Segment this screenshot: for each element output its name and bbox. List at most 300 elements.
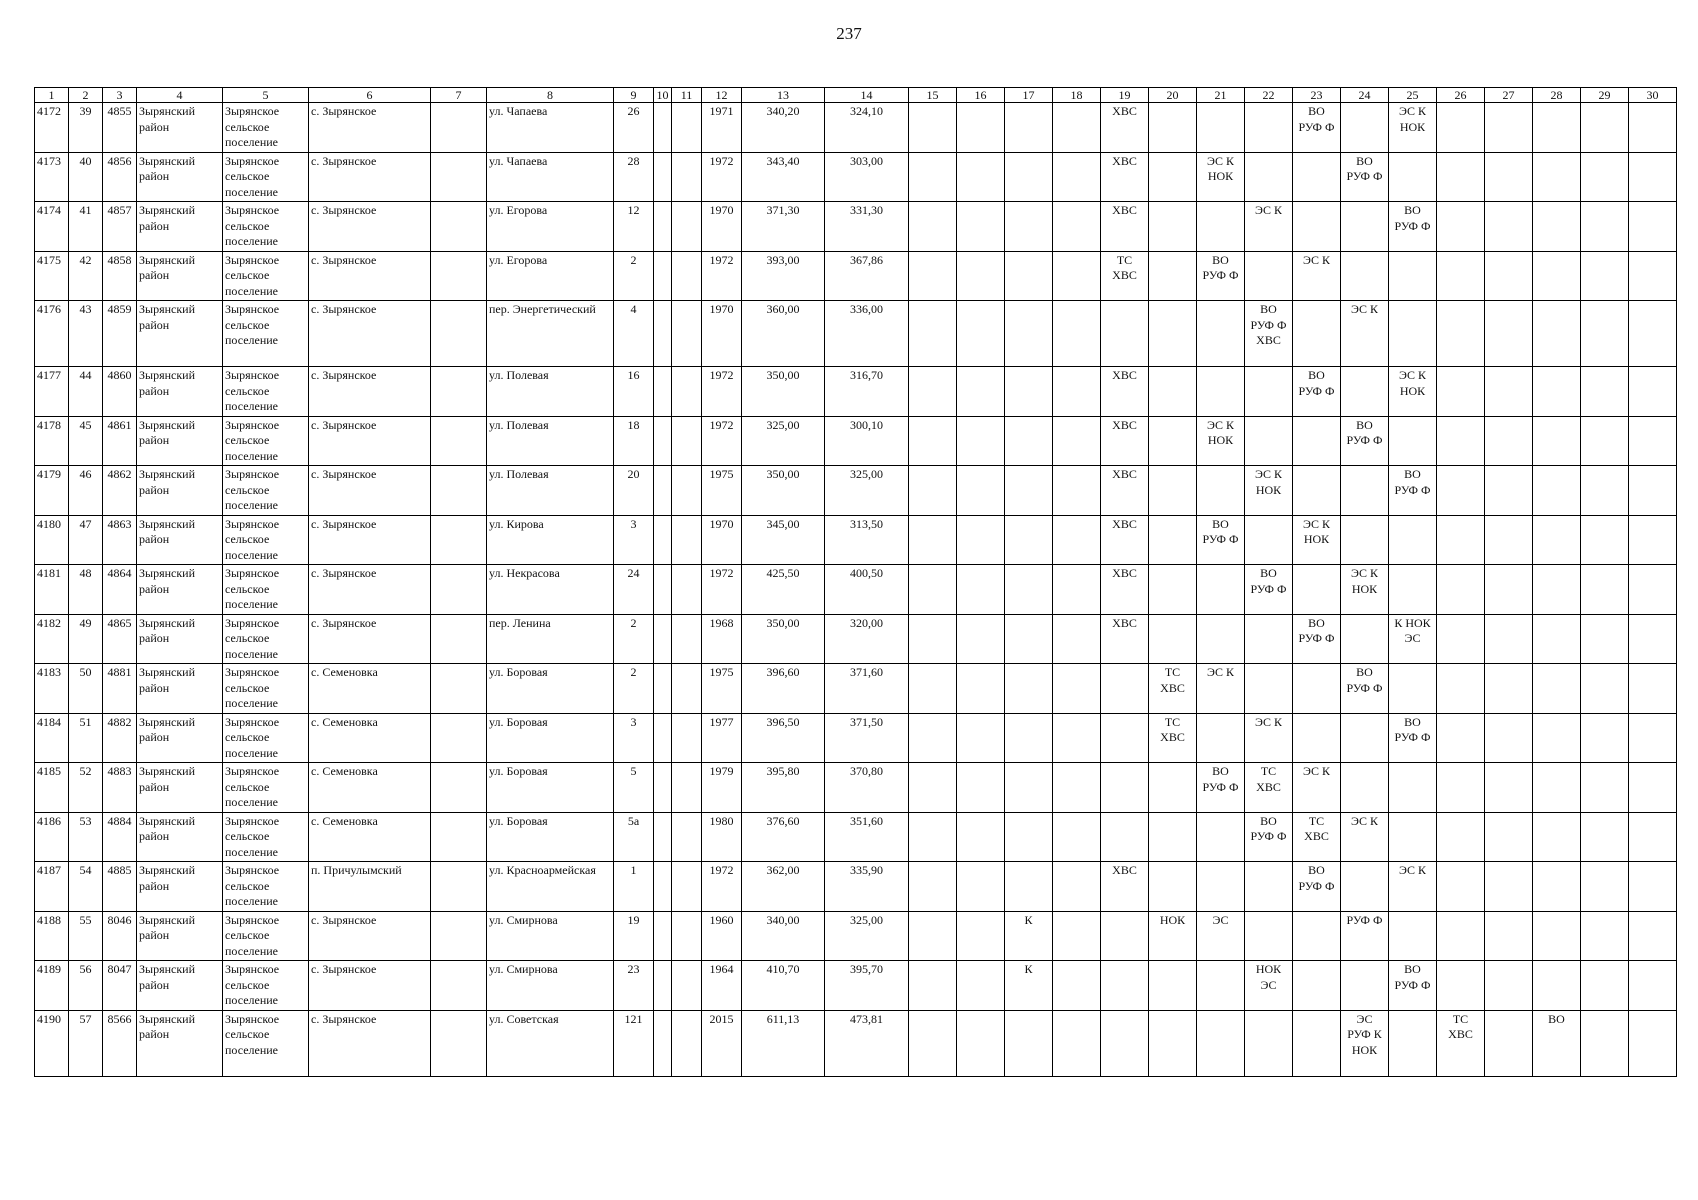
cell-col-4: Зырянский район (137, 911, 223, 961)
cell-col-24 (1341, 862, 1389, 912)
cell-col-19 (1101, 301, 1149, 367)
cell-col-4: Зырянский район (137, 416, 223, 466)
cell-col-24: ЭС К (1341, 301, 1389, 367)
cell-col-20 (1149, 1010, 1197, 1076)
cell-col-28 (1533, 614, 1581, 664)
cell-col-1: 4172 (35, 103, 69, 153)
cell-col-13: 371,30 (742, 202, 825, 252)
cell-col-24 (1341, 251, 1389, 301)
cell-col-16 (957, 763, 1005, 813)
cell-col-21 (1197, 1010, 1245, 1076)
cell-col-22 (1245, 103, 1293, 153)
cell-col-9: 5 (614, 763, 654, 813)
cell-col-25: ЭС К (1389, 862, 1437, 912)
cell-col-16 (957, 251, 1005, 301)
cell-col-10 (654, 202, 672, 252)
cell-col-25: ВО РУФ Ф (1389, 961, 1437, 1011)
cell-col-14: 324,10 (825, 103, 909, 153)
cell-col-29 (1581, 565, 1629, 615)
cell-col-20 (1149, 961, 1197, 1011)
cell-col-24 (1341, 515, 1389, 565)
cell-col-13: 425,50 (742, 565, 825, 615)
cell-col-15 (909, 301, 957, 367)
cell-col-14: 371,60 (825, 664, 909, 714)
cell-col-30 (1629, 911, 1677, 961)
cell-col-22 (1245, 416, 1293, 466)
cell-col-4: Зырянский район (137, 763, 223, 813)
cell-col-5: Зырянское сельское поселение (223, 515, 309, 565)
cell-col-18 (1053, 763, 1101, 813)
cell-col-22 (1245, 664, 1293, 714)
cell-col-10 (654, 301, 672, 367)
cell-col-15 (909, 565, 957, 615)
cell-col-9: 121 (614, 1010, 654, 1076)
cell-col-12: 1972 (702, 565, 742, 615)
cell-col-11 (672, 911, 702, 961)
cell-col-22 (1245, 251, 1293, 301)
cell-col-28 (1533, 103, 1581, 153)
table-header (35, 88, 1677, 103)
cell-col-2: 56 (69, 961, 103, 1011)
cell-col-16 (957, 416, 1005, 466)
cell-col-26 (1437, 763, 1485, 813)
cell-col-20 (1149, 416, 1197, 466)
table-row (35, 911, 1677, 961)
cell-col-12: 1972 (702, 416, 742, 466)
cell-col-10 (654, 961, 672, 1011)
cell-col-8: пер. Ленина (487, 614, 614, 664)
cell-col-14: 316,70 (825, 367, 909, 417)
cell-col-8: ул. Чапаева (487, 103, 614, 153)
cell-col-7 (431, 961, 487, 1011)
cell-col-23: ЭС К (1293, 251, 1341, 301)
cell-col-28 (1533, 862, 1581, 912)
cell-col-18 (1053, 565, 1101, 615)
cell-col-30 (1629, 1010, 1677, 1076)
cell-col-18 (1053, 614, 1101, 664)
cell-col-20: ТС ХВС (1149, 713, 1197, 763)
cell-col-6: с. Семеновка (309, 812, 431, 862)
cell-col-4: Зырянский район (137, 251, 223, 301)
cell-col-4: Зырянский район (137, 862, 223, 912)
column-header-16: 16 (957, 88, 1005, 103)
column-header-21: 21 (1197, 88, 1245, 103)
cell-col-22 (1245, 911, 1293, 961)
cell-col-13: 395,80 (742, 763, 825, 813)
column-header-19: 19 (1101, 88, 1149, 103)
column-header-17: 17 (1005, 88, 1053, 103)
column-header-26: 26 (1437, 88, 1485, 103)
cell-col-6: с. Зырянское (309, 515, 431, 565)
cell-col-17 (1005, 862, 1053, 912)
cell-col-10 (654, 911, 672, 961)
cell-col-25 (1389, 763, 1437, 813)
cell-col-12: 1970 (702, 301, 742, 367)
cell-col-9: 16 (614, 367, 654, 417)
cell-col-29 (1581, 152, 1629, 202)
table-row (35, 812, 1677, 862)
cell-col-19 (1101, 1010, 1149, 1076)
cell-col-14: 367,86 (825, 251, 909, 301)
cell-col-7 (431, 466, 487, 516)
cell-col-7 (431, 367, 487, 417)
cell-col-18 (1053, 911, 1101, 961)
cell-col-3: 4884 (103, 812, 137, 862)
cell-col-17 (1005, 763, 1053, 813)
cell-col-13: 343,40 (742, 152, 825, 202)
cell-col-6: с. Зырянское (309, 416, 431, 466)
cell-col-30 (1629, 301, 1677, 367)
cell-col-21: ВО РУФ Ф (1197, 515, 1245, 565)
cell-col-13: 362,00 (742, 862, 825, 912)
cell-col-11 (672, 202, 702, 252)
cell-col-7 (431, 416, 487, 466)
cell-col-3: 4864 (103, 565, 137, 615)
cell-col-20 (1149, 862, 1197, 912)
cell-col-29 (1581, 713, 1629, 763)
cell-col-18 (1053, 466, 1101, 516)
cell-col-18 (1053, 202, 1101, 252)
cell-col-25 (1389, 1010, 1437, 1076)
cell-col-6: с. Зырянское (309, 152, 431, 202)
cell-col-28 (1533, 367, 1581, 417)
cell-col-11 (672, 763, 702, 813)
cell-col-14: 336,00 (825, 301, 909, 367)
cell-col-28 (1533, 911, 1581, 961)
cell-col-4: Зырянский район (137, 565, 223, 615)
cell-col-25: ЭС К НОК (1389, 367, 1437, 417)
cell-col-21: ЭС К (1197, 664, 1245, 714)
cell-col-11 (672, 614, 702, 664)
cell-col-27 (1485, 664, 1533, 714)
cell-col-2: 43 (69, 301, 103, 367)
cell-col-5: Зырянское сельское поселение (223, 713, 309, 763)
cell-col-30 (1629, 152, 1677, 202)
cell-col-9: 3 (614, 713, 654, 763)
cell-col-20 (1149, 367, 1197, 417)
cell-col-10 (654, 416, 672, 466)
cell-col-9: 18 (614, 416, 654, 466)
column-header-2: 2 (69, 88, 103, 103)
cell-col-30 (1629, 763, 1677, 813)
cell-col-9: 2 (614, 664, 654, 714)
cell-col-24: ЭС К (1341, 812, 1389, 862)
cell-col-19: ХВС (1101, 152, 1149, 202)
cell-col-16 (957, 812, 1005, 862)
cell-col-19 (1101, 961, 1149, 1011)
cell-col-3: 4860 (103, 367, 137, 417)
table-row (35, 367, 1677, 417)
cell-col-8: ул. Кирова (487, 515, 614, 565)
cell-col-2: 44 (69, 367, 103, 417)
cell-col-27 (1485, 862, 1533, 912)
cell-col-2: 57 (69, 1010, 103, 1076)
cell-col-15 (909, 961, 957, 1011)
cell-col-17 (1005, 251, 1053, 301)
cell-col-15 (909, 664, 957, 714)
cell-col-5: Зырянское сельское поселение (223, 961, 309, 1011)
cell-col-30 (1629, 202, 1677, 252)
cell-col-18 (1053, 251, 1101, 301)
cell-col-1: 4178 (35, 416, 69, 466)
cell-col-16 (957, 664, 1005, 714)
cell-col-19: ХВС (1101, 416, 1149, 466)
cell-col-18 (1053, 103, 1101, 153)
cell-col-4: Зырянский район (137, 614, 223, 664)
cell-col-16 (957, 202, 1005, 252)
cell-col-10 (654, 152, 672, 202)
cell-col-3: 4857 (103, 202, 137, 252)
cell-col-28 (1533, 812, 1581, 862)
cell-col-4: Зырянский район (137, 1010, 223, 1076)
cell-col-1: 4174 (35, 202, 69, 252)
column-header-5: 5 (223, 88, 309, 103)
cell-col-28 (1533, 763, 1581, 813)
cell-col-5: Зырянское сельское поселение (223, 466, 309, 516)
cell-col-17 (1005, 614, 1053, 664)
cell-col-25: ВО РУФ Ф (1389, 202, 1437, 252)
cell-col-30 (1629, 515, 1677, 565)
cell-col-17 (1005, 1010, 1053, 1076)
cell-col-29 (1581, 416, 1629, 466)
cell-col-14: 351,60 (825, 812, 909, 862)
cell-col-29 (1581, 466, 1629, 516)
cell-col-29 (1581, 664, 1629, 714)
cell-col-17 (1005, 152, 1053, 202)
cell-col-28 (1533, 466, 1581, 516)
cell-col-24 (1341, 202, 1389, 252)
cell-col-2: 39 (69, 103, 103, 153)
cell-col-18 (1053, 367, 1101, 417)
cell-col-2: 48 (69, 565, 103, 615)
cell-col-20 (1149, 565, 1197, 615)
cell-col-29 (1581, 251, 1629, 301)
cell-col-24 (1341, 713, 1389, 763)
cell-col-3: 4861 (103, 416, 137, 466)
cell-col-25: ВО РУФ Ф (1389, 713, 1437, 763)
cell-col-19: ХВС (1101, 202, 1149, 252)
cell-col-20 (1149, 152, 1197, 202)
cell-col-7 (431, 202, 487, 252)
table-row (35, 202, 1677, 252)
cell-col-30 (1629, 664, 1677, 714)
cell-col-26 (1437, 565, 1485, 615)
cell-col-8: ул. Егорова (487, 202, 614, 252)
cell-col-14: 331,30 (825, 202, 909, 252)
cell-col-8: ул. Смирнова (487, 911, 614, 961)
cell-col-22: ВО РУФ Ф (1245, 565, 1293, 615)
cell-col-2: 45 (69, 416, 103, 466)
cell-col-3: 4883 (103, 763, 137, 813)
cell-col-10 (654, 614, 672, 664)
cell-col-27 (1485, 565, 1533, 615)
cell-col-2: 40 (69, 152, 103, 202)
cell-col-16 (957, 1010, 1005, 1076)
cell-col-26 (1437, 301, 1485, 367)
cell-col-16 (957, 515, 1005, 565)
cell-col-6: с. Зырянское (309, 614, 431, 664)
cell-col-8: ул. Боровая (487, 713, 614, 763)
cell-col-29 (1581, 911, 1629, 961)
cell-col-27 (1485, 961, 1533, 1011)
cell-col-1: 4185 (35, 763, 69, 813)
cell-col-14: 325,00 (825, 466, 909, 516)
cell-col-10 (654, 862, 672, 912)
cell-col-3: 4855 (103, 103, 137, 153)
cell-col-17 (1005, 202, 1053, 252)
cell-col-9: 4 (614, 301, 654, 367)
cell-col-13: 350,00 (742, 466, 825, 516)
cell-col-7 (431, 1010, 487, 1076)
cell-col-12: 1970 (702, 202, 742, 252)
cell-col-25 (1389, 515, 1437, 565)
cell-col-6: с. Зырянское (309, 466, 431, 516)
cell-col-6: с. Семеновка (309, 664, 431, 714)
cell-col-19: ТС ХВС (1101, 251, 1149, 301)
cell-col-2: 50 (69, 664, 103, 714)
cell-col-29 (1581, 1010, 1629, 1076)
cell-col-13: 345,00 (742, 515, 825, 565)
cell-col-12: 1980 (702, 812, 742, 862)
cell-col-6: с. Зырянское (309, 301, 431, 367)
cell-col-1: 4179 (35, 466, 69, 516)
cell-col-13: 340,00 (742, 911, 825, 961)
cell-col-4: Зырянский район (137, 152, 223, 202)
cell-col-1: 4175 (35, 251, 69, 301)
cell-col-23 (1293, 1010, 1341, 1076)
cell-col-27 (1485, 713, 1533, 763)
cell-col-6: с. Семеновка (309, 713, 431, 763)
cell-col-21 (1197, 713, 1245, 763)
cell-col-11 (672, 1010, 702, 1076)
cell-col-7 (431, 812, 487, 862)
cell-col-14: 473,81 (825, 1010, 909, 1076)
cell-col-21 (1197, 466, 1245, 516)
cell-col-6: с. Зырянское (309, 1010, 431, 1076)
cell-col-3: 4858 (103, 251, 137, 301)
cell-col-12: 1979 (702, 763, 742, 813)
cell-col-30 (1629, 614, 1677, 664)
cell-col-13: 340,20 (742, 103, 825, 153)
cell-col-29 (1581, 961, 1629, 1011)
cell-col-8: ул. Смирнова (487, 961, 614, 1011)
cell-col-20 (1149, 103, 1197, 153)
cell-col-24: ЭС РУФ К НОК (1341, 1010, 1389, 1076)
cell-col-9: 26 (614, 103, 654, 153)
column-header-28: 28 (1533, 88, 1581, 103)
cell-col-16 (957, 713, 1005, 763)
cell-col-7 (431, 862, 487, 912)
cell-col-27 (1485, 367, 1533, 417)
cell-col-27 (1485, 202, 1533, 252)
cell-col-15 (909, 1010, 957, 1076)
cell-col-27 (1485, 515, 1533, 565)
cell-col-14: 303,00 (825, 152, 909, 202)
cell-col-11 (672, 862, 702, 912)
cell-col-28 (1533, 515, 1581, 565)
cell-col-21: ВО РУФ Ф (1197, 251, 1245, 301)
cell-col-2: 55 (69, 911, 103, 961)
cell-col-5: Зырянское сельское поселение (223, 301, 309, 367)
cell-col-21 (1197, 862, 1245, 912)
cell-col-24: ВО РУФ Ф (1341, 416, 1389, 466)
cell-col-19 (1101, 812, 1149, 862)
cell-col-20 (1149, 614, 1197, 664)
cell-col-1: 4183 (35, 664, 69, 714)
cell-col-18 (1053, 713, 1101, 763)
cell-col-22: НОК ЭС (1245, 961, 1293, 1011)
cell-col-20 (1149, 812, 1197, 862)
cell-col-15 (909, 251, 957, 301)
cell-col-23 (1293, 911, 1341, 961)
cell-col-16 (957, 466, 1005, 516)
cell-col-6: с. Семеновка (309, 763, 431, 813)
cell-col-18 (1053, 961, 1101, 1011)
cell-col-24 (1341, 466, 1389, 516)
cell-col-18 (1053, 1010, 1101, 1076)
cell-col-22 (1245, 1010, 1293, 1076)
cell-col-11 (672, 565, 702, 615)
cell-col-29 (1581, 862, 1629, 912)
cell-col-10 (654, 763, 672, 813)
cell-col-1: 4181 (35, 565, 69, 615)
cell-col-14: 300,10 (825, 416, 909, 466)
cell-col-2: 54 (69, 862, 103, 912)
cell-col-19 (1101, 664, 1149, 714)
cell-col-3: 4862 (103, 466, 137, 516)
cell-col-21: ЭС К НОК (1197, 416, 1245, 466)
cell-col-16 (957, 862, 1005, 912)
column-header-24: 24 (1341, 88, 1389, 103)
cell-col-27 (1485, 301, 1533, 367)
cell-col-7 (431, 251, 487, 301)
cell-col-3: 4856 (103, 152, 137, 202)
cell-col-6: с. Зырянское (309, 367, 431, 417)
cell-col-11 (672, 961, 702, 1011)
cell-col-22: ВО РУФ Ф (1245, 812, 1293, 862)
column-header-29: 29 (1581, 88, 1629, 103)
column-header-1: 1 (35, 88, 69, 103)
cell-col-7 (431, 713, 487, 763)
cell-col-2: 46 (69, 466, 103, 516)
cell-col-19: ХВС (1101, 466, 1149, 516)
cell-col-8: ул. Некрасова (487, 565, 614, 615)
table-row (35, 466, 1677, 516)
table-row (35, 515, 1677, 565)
cell-col-2: 52 (69, 763, 103, 813)
cell-col-10 (654, 367, 672, 417)
cell-col-12: 1972 (702, 251, 742, 301)
cell-col-3: 4882 (103, 713, 137, 763)
cell-col-3: 4865 (103, 614, 137, 664)
cell-col-8: ул. Полевая (487, 466, 614, 516)
cell-col-3: 4859 (103, 301, 137, 367)
cell-col-20: НОК (1149, 911, 1197, 961)
cell-col-21 (1197, 565, 1245, 615)
cell-col-14: 313,50 (825, 515, 909, 565)
cell-col-26 (1437, 911, 1485, 961)
cell-col-30 (1629, 961, 1677, 1011)
cell-col-15 (909, 103, 957, 153)
cell-col-11 (672, 367, 702, 417)
cell-col-7 (431, 664, 487, 714)
cell-col-5: Зырянское сельское поселение (223, 202, 309, 252)
cell-col-8: ул. Красноармейская (487, 862, 614, 912)
cell-col-29 (1581, 515, 1629, 565)
cell-col-19: ХВС (1101, 103, 1149, 153)
cell-col-21: ВО РУФ Ф (1197, 763, 1245, 813)
cell-col-3: 8566 (103, 1010, 137, 1076)
